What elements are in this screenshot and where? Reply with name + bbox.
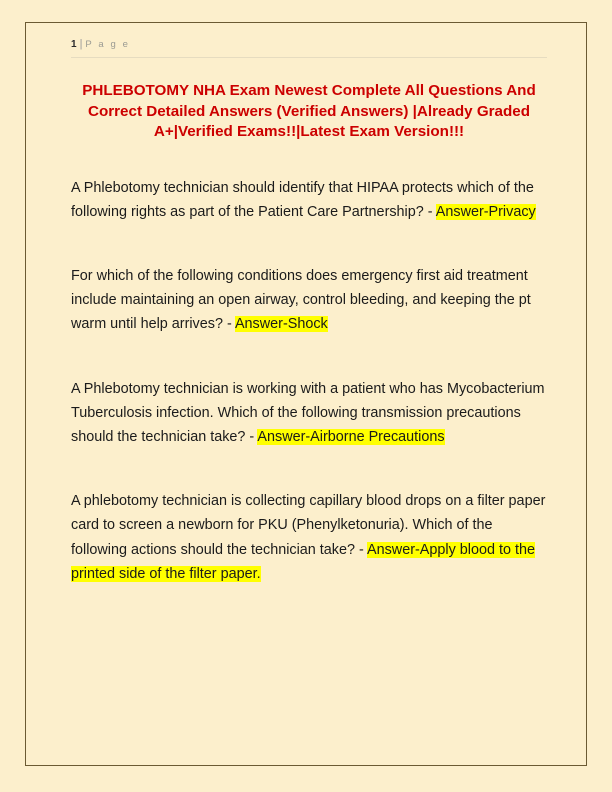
header-divider — [71, 57, 547, 58]
question-text: A Phlebotomy technician should identify that HIPAA protects which of the following rights as part of the Patient Care Partnership? - — [71, 179, 534, 220]
answer-highlight: Answer-Privacy — [435, 203, 536, 220]
question-text: A Phlebotomy technician is working with a patient who has Mycobacterium Tuberculosis infection. Which of the following transmission precautions should the technician take? - — [71, 380, 545, 445]
running-header — [71, 33, 547, 55]
header-separator: | — [79, 38, 83, 50]
qa-block — [71, 264, 547, 337]
qa-block — [71, 176, 547, 224]
document-title: PHLEBOTOMY NHA Exam Newest Complete All Questions And Correct Detailed Answers (Verified Answers) |Already Graded A+|Verified Exams!!|Latest Exam Version!!! — [82, 82, 536, 140]
answer-highlight: Answer-Shock — [234, 316, 328, 333]
qa-block — [71, 489, 547, 586]
answer-highlight: Answer-Apply blood to the printed side of the filter paper. — [71, 541, 535, 582]
header-page-label: P a g e — [85, 38, 131, 50]
page-content-area — [71, 33, 547, 586]
document-page — [25, 22, 587, 766]
question-text: A phlebotomy technician is collecting capillary blood drops on a filter paper card to screen a newborn for PKU (Phenylketonuria). Which of the following actions should the technician take? - — [71, 493, 546, 558]
question-text: For which of the following conditions does emergency first aid treatment include maintaining an open airway, control bleeding, and keeping the pt warm until help arrives? - — [71, 267, 531, 333]
qa-block — [71, 377, 547, 450]
header-page-number: 1 — [71, 38, 77, 50]
answer-highlight: Answer-Airborne Precautions — [257, 428, 445, 445]
question-answer-list — [71, 176, 547, 586]
